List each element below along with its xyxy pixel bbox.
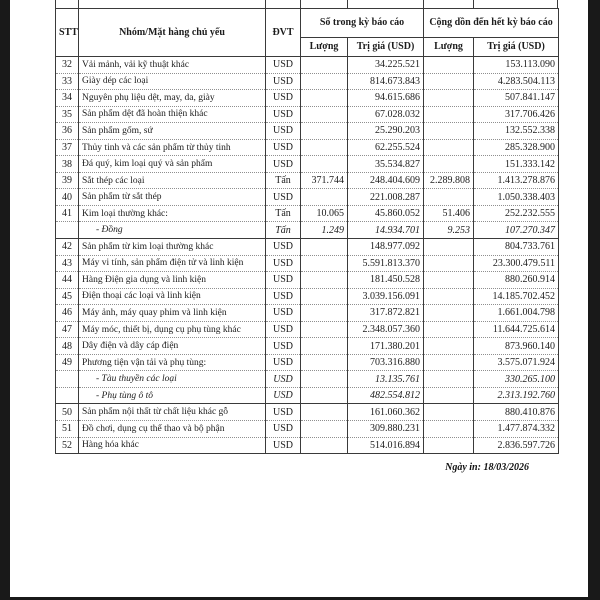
cumulative-value-cell: 151.333.142 xyxy=(474,156,559,173)
table-row xyxy=(56,172,559,189)
period-value-cell: 703.316.880 xyxy=(348,354,424,371)
unit-cell: USD xyxy=(266,354,301,371)
table-row xyxy=(56,90,559,107)
period-quantity-cell xyxy=(301,272,348,289)
period-quantity-cell: 371.744 xyxy=(301,172,348,189)
stt-cell: 41 xyxy=(56,205,79,222)
cumulative-value-cell: 873.960.140 xyxy=(474,338,559,355)
commodity-name-cell: Sản phẩm từ kim loại thường khác xyxy=(79,239,266,256)
cumulative-value-cell: 4.283.504.113 xyxy=(474,73,559,90)
stt-cell: 51 xyxy=(56,421,79,438)
table-row xyxy=(56,123,559,140)
cumulative-quantity-cell xyxy=(424,288,474,305)
cumulative-value-cell: 2.313.192.760 xyxy=(474,387,559,404)
table-row xyxy=(56,288,559,305)
commodity-name-cell: Đồ chơi, dụng cụ thể thao và bộ phận xyxy=(79,421,266,438)
period-quantity-cell xyxy=(301,404,348,421)
period-value-cell: 67.028.032 xyxy=(348,106,424,123)
period-quantity-cell xyxy=(301,288,348,305)
table-body xyxy=(56,57,559,454)
cumulative-quantity-cell: 2.289.808 xyxy=(424,172,474,189)
stt-cell: 39 xyxy=(56,172,79,189)
period-value-cell: 814.673.843 xyxy=(348,73,424,90)
table-row xyxy=(56,371,559,388)
period-value-cell: 309.880.231 xyxy=(348,421,424,438)
table-row xyxy=(56,338,559,355)
table-row xyxy=(56,321,559,338)
period-quantity-cell xyxy=(301,437,348,454)
cumulative-quantity-cell xyxy=(424,139,474,156)
cumulative-value-cell: 1.413.278.876 xyxy=(474,172,559,189)
unit-cell: USD xyxy=(266,404,301,421)
stt-cell: 37 xyxy=(56,139,79,156)
period-value-cell: 94.615.686 xyxy=(348,90,424,107)
period-quantity-cell xyxy=(301,139,348,156)
unit-cell: USD xyxy=(266,106,301,123)
period-quantity-cell xyxy=(301,387,348,404)
commodity-name-cell: Vải mảnh, vải kỹ thuật khác xyxy=(79,57,266,74)
commodity-name-cell: Máy móc, thiết bị, dụng cụ phụ tùng khác xyxy=(79,321,266,338)
stt-cell: 32 xyxy=(56,57,79,74)
cumulative-value-cell: 107.270.347 xyxy=(474,222,559,239)
cumulative-quantity-cell: 51.406 xyxy=(424,205,474,222)
period-quantity-cell xyxy=(301,321,348,338)
period-value-cell: 514.016.894 xyxy=(348,437,424,454)
cumulative-quantity-cell xyxy=(424,421,474,438)
period-value-cell: 34.225.521 xyxy=(348,57,424,74)
commodity-name-cell: Sản phẩm gốm, sứ xyxy=(79,123,266,140)
cumulative-value-cell: 14.185.702.452 xyxy=(474,288,559,305)
clipped-row-borders xyxy=(55,0,558,8)
clipped-row-border xyxy=(55,0,56,8)
cumulative-value-cell: 1.050.338.403 xyxy=(474,189,559,206)
cumulative-value-cell: 285.328.900 xyxy=(474,139,559,156)
unit-cell: USD xyxy=(266,239,301,256)
cumulative-quantity-cell xyxy=(424,371,474,388)
period-value-cell: 13.135.761 xyxy=(348,371,424,388)
table-row xyxy=(56,437,559,454)
unit-cell: USD xyxy=(266,437,301,454)
table-row xyxy=(56,387,559,404)
cumulative-value-cell: 23.300.479.511 xyxy=(474,255,559,272)
period-quantity-cell xyxy=(301,189,348,206)
clipped-row-border xyxy=(300,0,301,8)
stt-cell: 49 xyxy=(56,354,79,371)
table-row xyxy=(56,189,559,206)
unit-cell: USD xyxy=(266,387,301,404)
unit-cell: USD xyxy=(266,90,301,107)
cumulative-value-cell: 132.552.338 xyxy=(474,123,559,140)
period-quantity-cell xyxy=(301,73,348,90)
cumulative-value-cell: 330.265.100 xyxy=(474,371,559,388)
stt-cell: 43 xyxy=(56,255,79,272)
period-quantity-cell xyxy=(301,255,348,272)
stt-cell: 48 xyxy=(56,338,79,355)
clipped-row-border xyxy=(473,0,474,8)
cumulative-quantity-cell xyxy=(424,305,474,322)
table-row xyxy=(56,57,559,74)
commodity-name-cell: Sản phẩm từ sắt thép xyxy=(79,189,266,206)
column-header-stt: STT xyxy=(56,9,79,57)
cumulative-quantity-cell xyxy=(424,73,474,90)
period-value-cell: 317.872.821 xyxy=(348,305,424,322)
period-value-cell: 5.591.813.370 xyxy=(348,255,424,272)
commodity-name-cell: Dây điện và dây cáp điện xyxy=(79,338,266,355)
period-quantity-cell xyxy=(301,156,348,173)
stt-cell: 42 xyxy=(56,239,79,256)
commodity-name-cell: Máy ảnh, máy quay phim và linh kiện xyxy=(79,305,266,322)
commodity-name-cell: Thủy tinh và các sản phẩm từ thủy tinh xyxy=(79,139,266,156)
cumulative-quantity-cell xyxy=(424,338,474,355)
stt-cell xyxy=(56,222,79,239)
commodity-name-cell: Hàng hóa khác xyxy=(79,437,266,454)
commodity-report-table xyxy=(55,8,559,454)
cumulative-quantity-cell xyxy=(424,106,474,123)
commodity-name-cell: - Đồng xyxy=(79,222,266,239)
column-header-unit: ĐVT xyxy=(266,9,301,57)
cumulative-value-cell: 880.410.876 xyxy=(474,404,559,421)
unit-cell: USD xyxy=(266,139,301,156)
commodity-name-cell: Đá quý, kim loại quý và sản phẩm xyxy=(79,156,266,173)
table-row xyxy=(56,272,559,289)
commodity-name-cell: Sản phẩm nội thất từ chất liệu khác gỗ xyxy=(79,404,266,421)
table-row xyxy=(56,255,559,272)
period-quantity-cell xyxy=(301,90,348,107)
cumulative-quantity-cell xyxy=(424,272,474,289)
stt-cell xyxy=(56,387,79,404)
column-header-period-quantity: Lượng xyxy=(301,38,348,57)
column-header-period-group: Số trong kỳ báo cáo xyxy=(301,9,424,38)
cumulative-value-cell: 1.661.004.798 xyxy=(474,305,559,322)
unit-cell: USD xyxy=(266,421,301,438)
period-quantity-cell xyxy=(301,371,348,388)
stt-cell: 35 xyxy=(56,106,79,123)
period-quantity-cell: 10.065 xyxy=(301,205,348,222)
unit-cell: USD xyxy=(266,371,301,388)
unit-cell: USD xyxy=(266,288,301,305)
stt-cell: 47 xyxy=(56,321,79,338)
stt-cell: 36 xyxy=(56,123,79,140)
commodity-name-cell: Sản phẩm dệt đã hoàn thiện khác xyxy=(79,106,266,123)
cumulative-quantity-cell xyxy=(424,404,474,421)
cumulative-value-cell: 252.232.555 xyxy=(474,205,559,222)
cumulative-quantity-cell xyxy=(424,321,474,338)
print-date: Ngày in: 18/03/2026 xyxy=(445,462,529,473)
cumulative-quantity-cell xyxy=(424,354,474,371)
commodity-name-cell: Máy vi tính, sản phẩm điện tử và linh kiện xyxy=(79,255,266,272)
stt-cell: 33 xyxy=(56,73,79,90)
clipped-row-border xyxy=(265,0,266,8)
period-quantity-cell xyxy=(301,106,348,123)
period-value-cell: 161.060.362 xyxy=(348,404,424,421)
period-value-cell: 2.348.057.360 xyxy=(348,321,424,338)
table-row xyxy=(56,156,559,173)
table-row xyxy=(56,73,559,90)
commodity-name-cell: - Tàu thuyền các loại xyxy=(79,371,266,388)
period-value-cell: 148.977.092 xyxy=(348,239,424,256)
table-row xyxy=(56,139,559,156)
table-row xyxy=(56,106,559,123)
cumulative-quantity-cell xyxy=(424,239,474,256)
unit-cell: USD xyxy=(266,338,301,355)
commodity-name-cell: Nguyên phụ liệu dệt, may, da, giày xyxy=(79,90,266,107)
unit-cell: USD xyxy=(266,272,301,289)
unit-cell: USD xyxy=(266,305,301,322)
cumulative-value-cell: 11.644.725.614 xyxy=(474,321,559,338)
period-value-cell: 181.450.528 xyxy=(348,272,424,289)
table-row xyxy=(56,421,559,438)
stt-cell: 34 xyxy=(56,90,79,107)
report-page xyxy=(10,0,588,597)
period-value-cell: 221.008.287 xyxy=(348,189,424,206)
column-header-period-value: Trị giá (USD) xyxy=(348,38,424,57)
cumulative-value-cell: 317.706.426 xyxy=(474,106,559,123)
stt-cell: 45 xyxy=(56,288,79,305)
period-value-cell: 45.860.052 xyxy=(348,205,424,222)
period-value-cell: 248.404.609 xyxy=(348,172,424,189)
column-header-commodity: Nhóm/Mặt hàng chủ yếu xyxy=(79,9,266,57)
table-row xyxy=(56,222,559,239)
cumulative-quantity-cell xyxy=(424,189,474,206)
period-quantity-cell xyxy=(301,305,348,322)
period-value-cell: 3.039.156.091 xyxy=(348,288,424,305)
unit-cell: USD xyxy=(266,123,301,140)
unit-cell: USD xyxy=(266,57,301,74)
cumulative-quantity-cell xyxy=(424,156,474,173)
unit-cell: USD xyxy=(266,156,301,173)
period-quantity-cell xyxy=(301,338,348,355)
cumulative-quantity-cell: 9.253 xyxy=(424,222,474,239)
unit-cell: USD xyxy=(266,321,301,338)
stt-cell: 52 xyxy=(56,437,79,454)
cumulative-quantity-cell xyxy=(424,255,474,272)
unit-cell: USD xyxy=(266,189,301,206)
cumulative-value-cell: 3.575.071.924 xyxy=(474,354,559,371)
commodity-name-cell: Sắt thép các loại xyxy=(79,172,266,189)
table-row xyxy=(56,239,559,256)
cumulative-quantity-cell xyxy=(424,57,474,74)
stt-cell xyxy=(56,371,79,388)
commodity-name-cell: Kim loại thường khác: xyxy=(79,205,266,222)
period-value-cell: 25.290.203 xyxy=(348,123,424,140)
commodity-name-cell: Điện thoại các loại và linh kiện xyxy=(79,288,266,305)
commodity-name-cell: Giày dép các loại xyxy=(79,73,266,90)
cumulative-quantity-cell xyxy=(424,90,474,107)
clipped-row-border xyxy=(557,0,558,8)
cumulative-value-cell: 507.841.147 xyxy=(474,90,559,107)
cumulative-value-cell: 1.477.874.332 xyxy=(474,421,559,438)
stt-cell: 46 xyxy=(56,305,79,322)
period-quantity-cell xyxy=(301,123,348,140)
period-value-cell: 482.554.812 xyxy=(348,387,424,404)
column-header-cumulative-quantity: Lượng xyxy=(424,38,474,57)
period-quantity-cell xyxy=(301,421,348,438)
cumulative-quantity-cell xyxy=(424,387,474,404)
period-value-cell: 62.255.524 xyxy=(348,139,424,156)
cumulative-value-cell: 2.836.597.726 xyxy=(474,437,559,454)
table-header xyxy=(56,9,559,57)
cumulative-quantity-cell xyxy=(424,123,474,140)
cumulative-quantity-cell xyxy=(424,437,474,454)
cumulative-value-cell: 880.260.914 xyxy=(474,272,559,289)
unit-cell: USD xyxy=(266,73,301,90)
stt-cell: 40 xyxy=(56,189,79,206)
stt-cell: 44 xyxy=(56,272,79,289)
period-value-cell: 35.534.827 xyxy=(348,156,424,173)
period-quantity-cell xyxy=(301,239,348,256)
table-row xyxy=(56,305,559,322)
commodity-name-cell: Hàng Điện gia dụng và linh kiện xyxy=(79,272,266,289)
cumulative-value-cell: 804.733.761 xyxy=(474,239,559,256)
stt-cell: 38 xyxy=(56,156,79,173)
unit-cell: Tấn xyxy=(266,222,301,239)
clipped-row-border xyxy=(347,0,348,8)
table-row xyxy=(56,404,559,421)
clipped-row-border xyxy=(423,0,424,8)
commodity-name-cell: Phương tiện vận tải và phụ tùng: xyxy=(79,354,266,371)
unit-cell: Tấn xyxy=(266,172,301,189)
unit-cell: USD xyxy=(266,255,301,272)
table-row xyxy=(56,205,559,222)
column-header-cumulative-value: Trị giá (USD) xyxy=(474,38,559,57)
commodity-name-cell: - Phụ tùng ô tô xyxy=(79,387,266,404)
clipped-row-border xyxy=(78,0,79,8)
period-value-cell: 14.934.701 xyxy=(348,222,424,239)
cumulative-value-cell: 153.113.090 xyxy=(474,57,559,74)
column-header-cumulative-group: Cộng dồn đến hết kỳ báo cáo xyxy=(424,9,559,38)
stt-cell: 50 xyxy=(56,404,79,421)
period-quantity-cell xyxy=(301,57,348,74)
table-row xyxy=(56,354,559,371)
period-quantity-cell: 1.249 xyxy=(301,222,348,239)
period-value-cell: 171.380.201 xyxy=(348,338,424,355)
period-quantity-cell xyxy=(301,354,348,371)
unit-cell: Tấn xyxy=(266,205,301,222)
